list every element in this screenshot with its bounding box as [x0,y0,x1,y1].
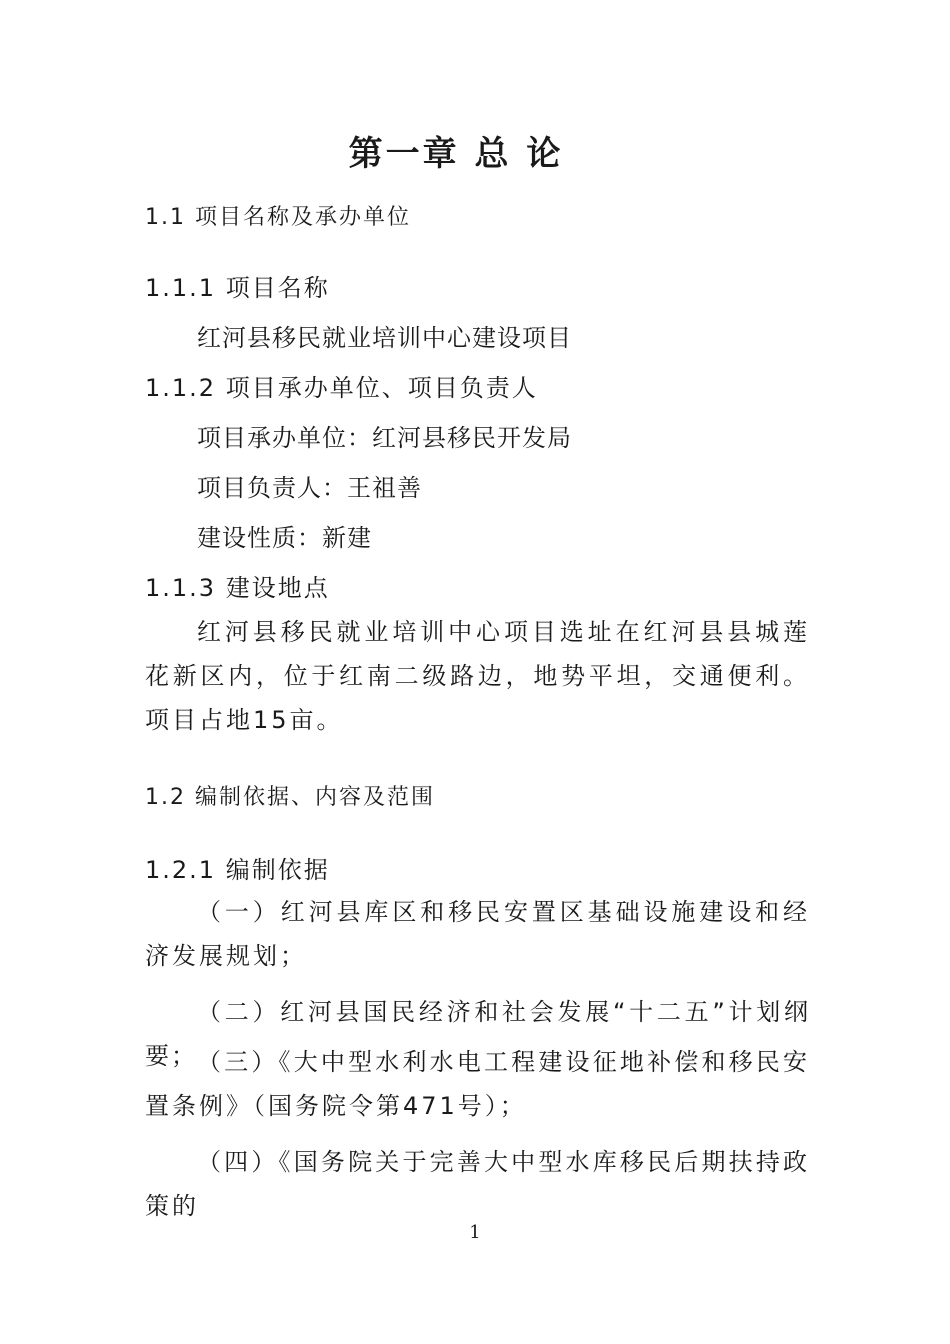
subsection-heading-1-1-3: 1.1.3 建设地点 [145,574,330,602]
subsection-heading-1-1-2: 1.1.2 项目承办单位、项目负责人 [145,374,538,402]
construction-nature: 建设性质：新建 [197,524,372,552]
section-heading-1-2: 1.2 编制依据、内容及范围 [145,785,435,810]
basis-item-2: （二）红河县国民经济和社会发展“十二五”计划纲要； [145,998,810,1070]
section-heading-1-1: 1.1 项目名称及承办单位 [145,205,411,230]
basis-item-1: （一）红河县库区和移民安置区基础设施建设和经济发展规划； [145,898,810,970]
subsection-heading-1-1-1: 1.1.1 项目名称 [145,274,330,302]
basis-item-3: （三）《大中型水利水电工程建设征地补偿和移民安置条例》（国务院令第471号）； [145,1048,810,1120]
chapter-title: 第一章 总 论 [348,134,564,174]
basis-item-4: （四）《国务院关于完善大中型水库移民后期扶持政策的 [145,1148,810,1220]
page-number: 1 [469,1222,481,1243]
person-in-charge: 项目负责人：王祖善 [197,474,422,502]
project-name: 红河县移民就业培训中心建设项目 [197,324,572,352]
subsection-heading-1-2-1: 1.2.1 编制依据 [145,856,330,884]
location-paragraph: 红河县移民就业培训中心项目选址在红河县县城莲花新区内，位于红南二级路边，地势平坦，交通便利。项目占地15亩。 [145,618,810,734]
undertaking-unit: 项目承办单位：红河县移民开发局 [197,424,572,452]
